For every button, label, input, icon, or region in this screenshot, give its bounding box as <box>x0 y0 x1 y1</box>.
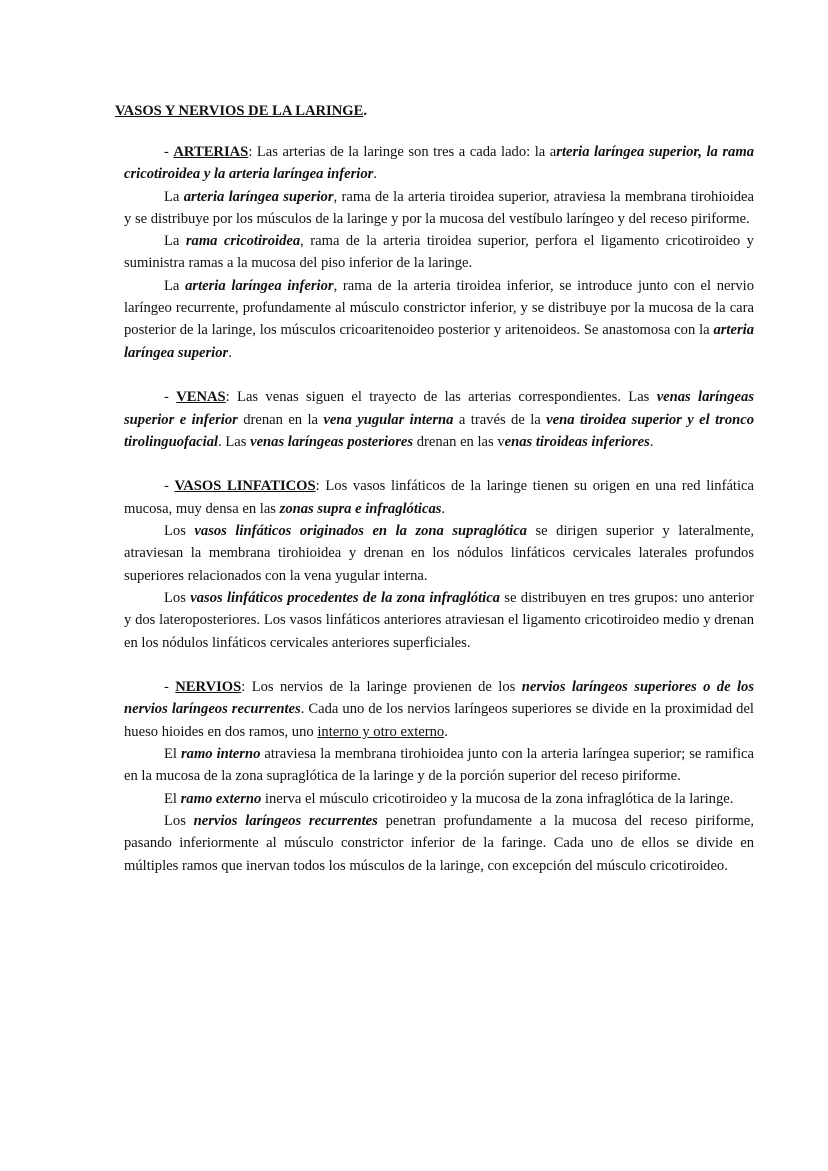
text: . Cada uno de los nervios laríngeos superiores se divide en la proximidad del hueso hioides en dos ramos, uno <box>124 701 754 740</box>
text: . Las <box>218 433 251 450</box>
linfaticos-infraglotica-paragraph <box>124 587 754 654</box>
arterias-intro-end: . <box>373 166 377 183</box>
linfaticos-supraglotica-paragraph <box>124 520 754 587</box>
text: Los <box>164 812 194 829</box>
text: La <box>164 277 186 294</box>
text: : Los vasos linfáticos de la laringe tienen su origen en una red linfática mucosa, muy densa en las <box>124 478 754 517</box>
linfaticos-heading: VASOS LINFATICOS <box>174 478 316 495</box>
emphasis: nervios laríngeos superiores o de los nervios laríngeos recurrentes <box>124 679 754 718</box>
emphasis: arteria laríngea superior <box>183 188 334 205</box>
emphasis: arteria laríngea superior <box>124 322 754 361</box>
text: , rama de la arteria tiroidea superior, perfora el ligamento cricotiroideo y suministra ramas a la mucosa del piso inferior de la laringe. <box>124 233 754 272</box>
text: drenan en las v <box>413 433 505 450</box>
emphasis: vena yugular interna <box>323 411 454 428</box>
bullet-dash: - <box>164 679 176 696</box>
text: Los <box>164 523 195 540</box>
arteria-laringea-superior-paragraph <box>124 186 754 231</box>
linfaticos-intro-paragraph <box>124 475 754 520</box>
text: . <box>444 723 448 740</box>
nervios-intro-paragraph <box>124 676 754 743</box>
emphasis: rama cricotiroidea <box>185 233 301 250</box>
emphasis: vena tiroidea superior y el tronco tirolinguofacial <box>124 411 755 450</box>
text: : Las venas siguen el trayecto de las arterias correspondientes. Las <box>225 389 657 406</box>
text: La <box>164 233 186 250</box>
page-title-text: VASOS Y NERVIOS DE LA LARINGE <box>115 103 364 119</box>
arterias-heading: ARTERIAS <box>173 144 249 160</box>
page-title <box>115 100 367 122</box>
emphasis: zonas supra e infraglóticas <box>279 500 442 517</box>
document-body <box>124 141 754 877</box>
text: El <box>164 746 181 763</box>
venas-paragraph <box>124 386 754 453</box>
text: , rama de la arteria tiroidea superior, atraviesa la membrana tirohioidea y se distribuye por los músculos de la laringe y por la mucosa del vestíbulo laríngeo y del receso piriforme. <box>124 188 754 227</box>
emphasis: enas tiroideas inferiores <box>504 433 650 450</box>
text: penetran profundamente a la mucosa del receso piriforme, pasando inferiormente al músculo constrictor inferior de la faringe. Cada uno de ellos se divide en múltiples ramos que inervan todos los músculos de la laringe, con excepción del músculo cricotiroideo. <box>124 812 754 874</box>
text: inerva el músculo cricotiroideo y la mucosa de la zona infraglótica de la laringe. <box>261 790 734 807</box>
ramo-interno-paragraph <box>124 743 754 788</box>
bullet-dash: - <box>164 389 177 406</box>
underlined-text: interno y otro externo <box>317 723 445 740</box>
text: . <box>228 344 232 361</box>
text: se dirigen superior y lateralmente, atraviesan la membrana tirohioidea y drenan en los nódulos linfáticos cervicales laterales profundos superiores relacionados con la vena yugular interna. <box>124 523 754 584</box>
emphasis: venas laríngeas superior e inferior <box>124 389 755 428</box>
emphasis: arteria laríngea inferior <box>185 277 334 294</box>
text: La <box>164 188 184 205</box>
emphasis: venas laríngeas posteriores <box>250 433 414 450</box>
emphasis: ramo externo <box>180 790 262 807</box>
emphasis: ramo interno <box>180 746 261 763</box>
page-title-period: . <box>363 103 367 119</box>
emphasis: vasos linfáticos procedentes de la zona infraglótica <box>190 589 500 606</box>
bullet-dash: - <box>164 478 175 495</box>
text: . <box>649 433 654 450</box>
text: El <box>164 790 181 807</box>
text: . <box>441 500 446 517</box>
ramo-externo-paragraph <box>124 788 754 810</box>
text: a través de la <box>453 411 547 428</box>
text: : Los nervios de la laringe provienen de los <box>241 679 522 696</box>
arterias-intro-text: : Las arterias de la laringe son tres a cada lado: la a <box>248 144 557 160</box>
emphasis: nervios laríngeos recurrentes <box>193 812 378 829</box>
arterias-intro-emphasis: rteria laríngea superior, la rama cricotiroidea y la arteria laríngea inferior <box>124 144 754 183</box>
text: atraviesa la membrana tirohioidea junto con la arteria laríngea superior; se ramifica en la mucosa de la zona supraglótica de la laringe y de la porción superior del receso piriforme. <box>124 746 754 785</box>
text: Los <box>164 589 191 606</box>
arteria-laringea-inferior-paragraph <box>124 275 754 364</box>
nervios-heading: NERVIOS <box>175 679 242 696</box>
text: se distribuyen en tres grupos: uno anterior y dos lateroposteriores. Los vasos linfáticos anteriores atraviesan el ligamento cricotiroideo medio y drenan en los nódulos linfáticos cervicales anteriores superficiales. <box>124 589 754 651</box>
emphasis: vasos linfáticos originados en la zona supraglótica <box>194 523 527 540</box>
bullet-dash: - <box>164 144 174 160</box>
text: drenan en la <box>237 411 324 428</box>
venas-heading: VENAS <box>176 389 226 406</box>
nervios-recurrentes-paragraph <box>124 810 754 877</box>
rama-cricotiroidea-paragraph <box>124 230 754 275</box>
text: , rama de la arteria tiroidea inferior, se introduce junto con el nervio laríngeo recurrente, profundamente al músculo constrictor inferior, y se distribuye por la mucosa de la cara posterior de la laringe, los músculos cricoaritenoideo posterior y aritenoideos. Se anastomosa con la <box>124 277 755 339</box>
arterias-intro-paragraph <box>124 141 754 186</box>
